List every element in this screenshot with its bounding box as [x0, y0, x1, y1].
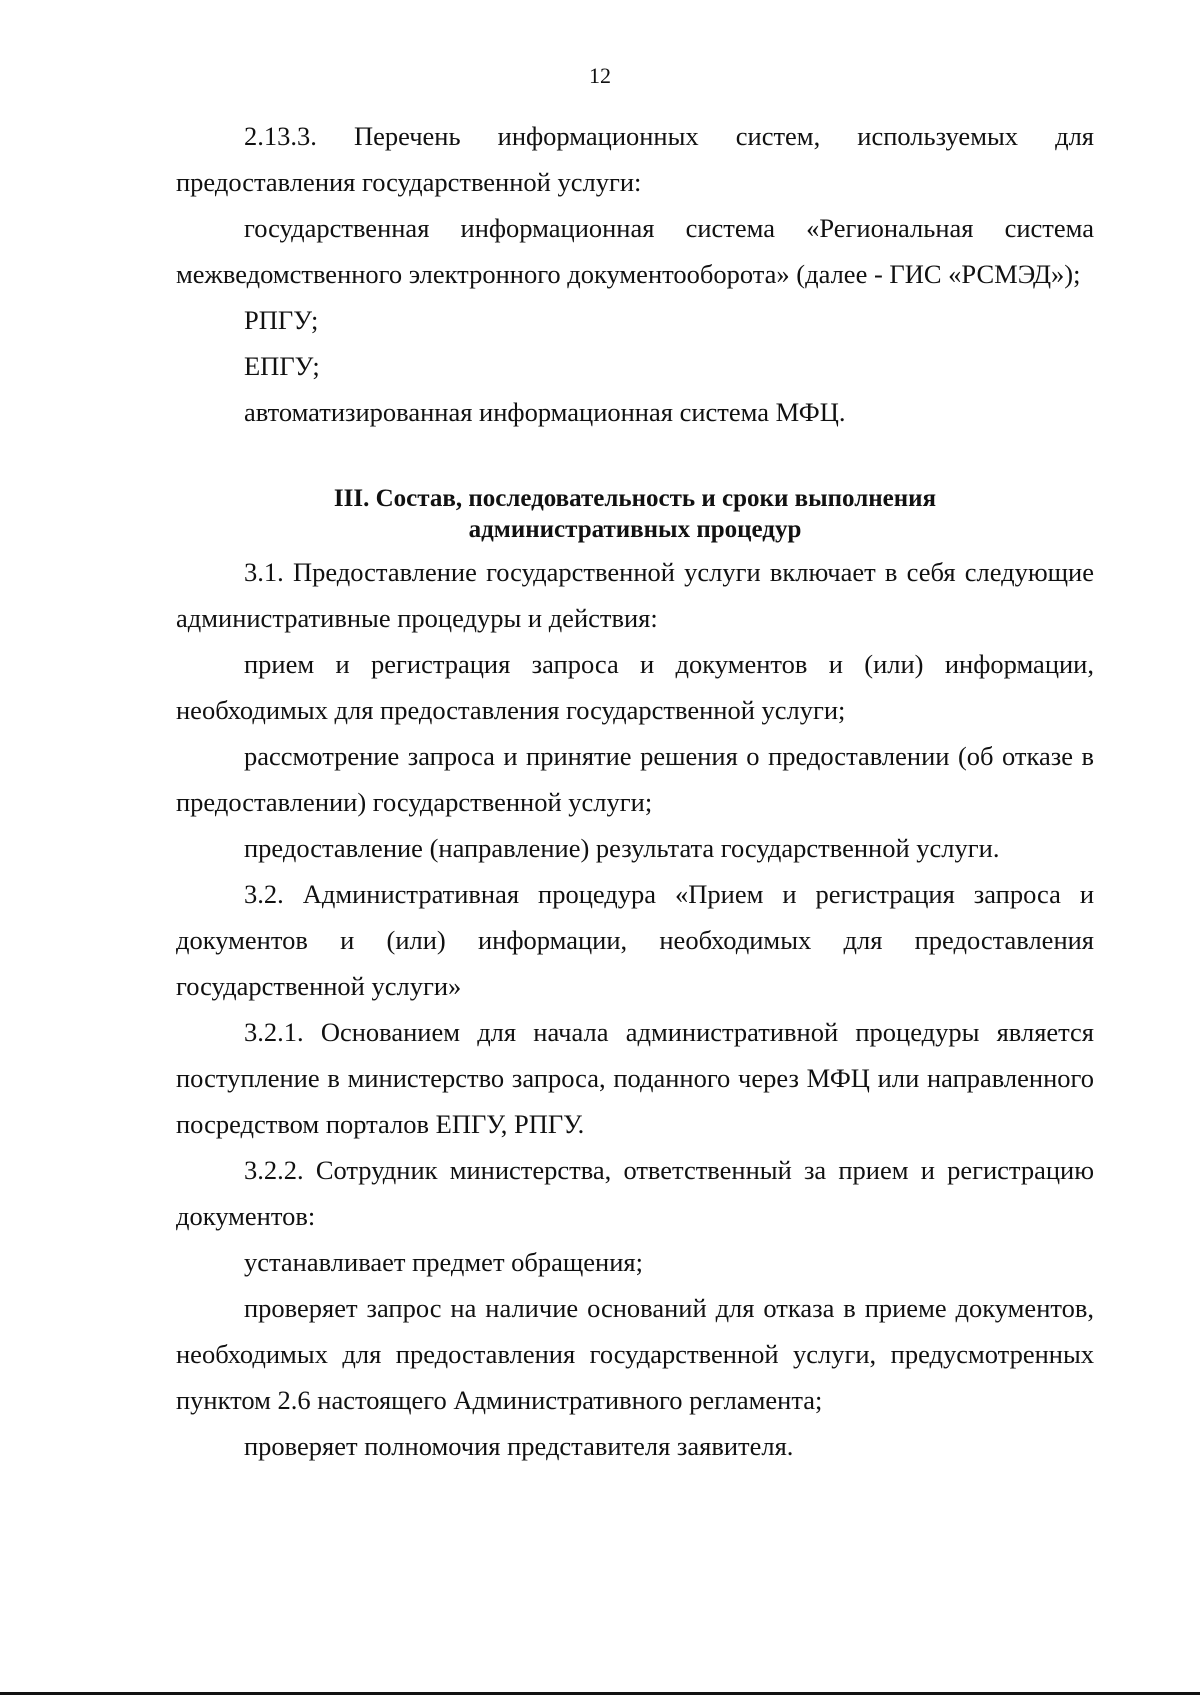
paragraph-rpgu: РПГУ;: [244, 305, 319, 335]
section-heading: [176, 483, 1094, 545]
paragraph-3-2-1: 3.2.1. Основанием для начала административной процедуры является поступление в министерство запроса, поданного через МФЦ или направленного посредством порталов ЕПГУ, РПГУ.: [176, 1017, 1094, 1139]
document-body: [176, 113, 1094, 1469]
bottom-border-line: [0, 1692, 1200, 1695]
paragraph-checks-authority: проверяет полномочия представителя заявителя.: [244, 1431, 794, 1461]
paragraph-establishes-subject: устанавливает предмет обращения;: [244, 1247, 643, 1277]
paragraph-gis-rsmed: государственная информационная система «Региональная система межведомственного электронного документооборота» (далее - ГИС «РСМЭД»);: [176, 213, 1094, 289]
paragraph-procedure-result: предоставление (направление) результата государственной услуги.: [244, 833, 1000, 863]
paragraph-checks-request: проверяет запрос на наличие оснований для отказа в приеме документов, необходимых для предоставления государственной услуги, предусмотренных пунктом 2.6 настоящего Административного регламента;: [176, 1293, 1094, 1415]
section-heading-line-1: III. Состав, последовательность и сроки выполнения: [333, 485, 937, 512]
paragraph-3-1: 3.1. Предоставление государственной услуги включает в себя следующие административные процедуры и действия:: [176, 557, 1094, 633]
paragraph-procedure-review: рассмотрение запроса и принятие решения о предоставлении (об отказе в предоставлении) государственной услуги;: [176, 741, 1094, 817]
paragraph-procedure-reception: прием и регистрация запроса и документов и (или) информации, необходимых для предоставления государственной услуги;: [176, 649, 1094, 725]
page-number: 12: [589, 63, 611, 88]
paragraph-2-13-3: 2.13.3. Перечень информационных систем, используемых для предоставления государственной услуги:: [176, 121, 1094, 197]
section-heading-line-2: административных процедур: [468, 516, 802, 543]
paragraph-3-2: 3.2. Административная процедура «Прием и регистрация запроса и документов и (или) информации, необходимых для предоставления государственной услуги»: [176, 879, 1094, 1001]
paragraph-epgu: ЕПГУ;: [244, 351, 320, 381]
paragraph-ais-mfc: автоматизированная информационная система МФЦ.: [244, 397, 846, 427]
paragraph-3-2-2: 3.2.2. Сотрудник министерства, ответственный за прием и регистрацию документов:: [176, 1155, 1094, 1231]
